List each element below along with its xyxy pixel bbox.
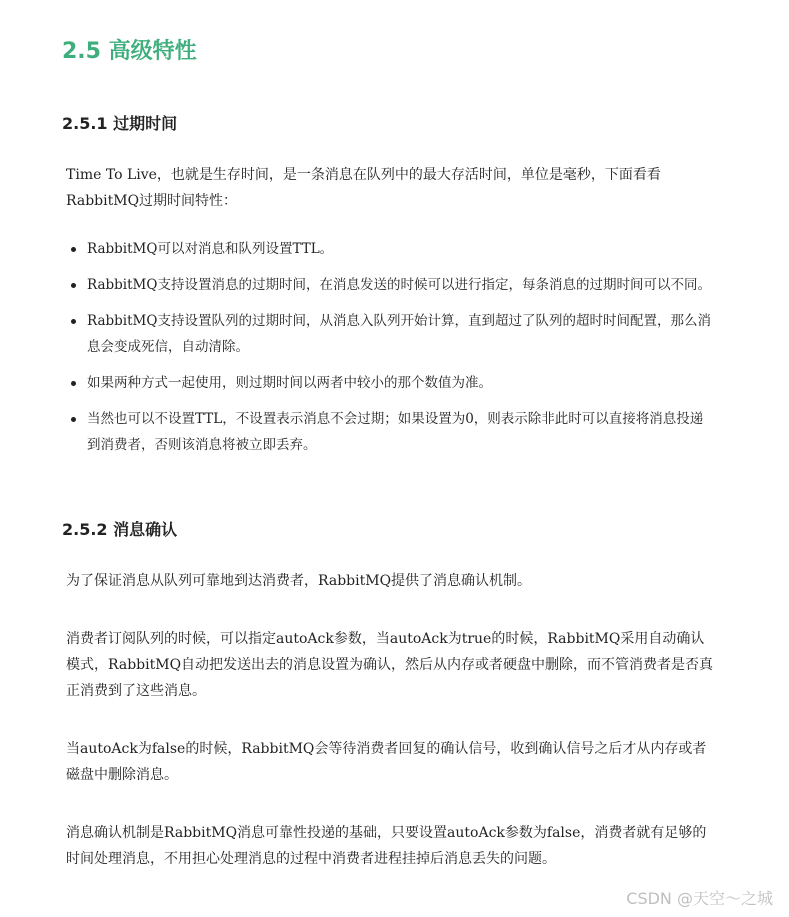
section-title: 2.5 高级特性 (62, 39, 197, 64)
csdn-watermark: CSDN @天空～之城 (626, 889, 773, 908)
ack-paragraph-3: 当autoAck为false的时候，RabbitMQ会等待消费者回复的确认信号，收到确认信号之后才从内存或者磁盘中删除消息。 (66, 741, 707, 783)
bullet-icon (71, 381, 76, 386)
ack-paragraph-1: 为了保证消息从队列可靠地到达消费者，RabbitMQ提供了消息确认机制。 (66, 573, 532, 589)
list-item-text: 当然也可以不设置TTL，不设置表示消息不会过期；如果设置为0，则表示除非此时可以直接将消息投递到消费者，否则该消息将被立即丢弃。 (87, 411, 704, 453)
list-item-text: RabbitMQ支持设置队列的过期时间，从消息入队列开始计算，直到超过了队列的超时时间配置，那么消息会变成死信，自动清除。 (87, 313, 711, 355)
list-item-text: RabbitMQ可以对消息和队列设置TTL。 (87, 241, 334, 257)
list-item (62, 406, 712, 458)
bullet-icon (71, 247, 76, 252)
ack-paragraph-2: 消费者订阅队列的时候，可以指定autoAck参数，当autoAck为true的时候，RabbitMQ采用自动确认模式，RabbitMQ自动把发送出去的消息设置为确认，然后从内存或者硬盘中删除，而不管消费者是否真正消费到了这些消息。 (66, 631, 714, 699)
ttl-intro: Time To Live，也就是生存时间，是一条消息在队列中的最大存活时间，单位是毫秒，下面看看RabbitMQ过期时间特性： (66, 167, 661, 209)
bullet-icon (71, 283, 76, 288)
list-item (62, 272, 712, 298)
ttl-heading: 2.5.1 过期时间 (62, 114, 178, 133)
list-item (62, 236, 712, 262)
list-item (62, 308, 712, 360)
list-item-text: 如果两种方式一起使用，则过期时间以两者中较小的那个数值为准。 (87, 375, 492, 391)
bullet-icon (71, 319, 76, 324)
ack-heading: 2.5.2 消息确认 (62, 520, 178, 539)
list-item (62, 370, 712, 396)
ack-paragraph-4: 消息确认机制是RabbitMQ消息可靠性投递的基础，只要设置autoAck参数为false，消费者就有足够的时间处理消息，不用担心处理消息的过程中消费者进程挂掉后消息丢失的问题。 (66, 825, 707, 867)
ttl-bullet-list (62, 236, 722, 468)
list-item-text: RabbitMQ支持设置消息的过期时间，在消息发送的时候可以进行指定，每条消息的过期时间可以不同。 (87, 277, 711, 293)
bullet-icon (71, 417, 76, 422)
